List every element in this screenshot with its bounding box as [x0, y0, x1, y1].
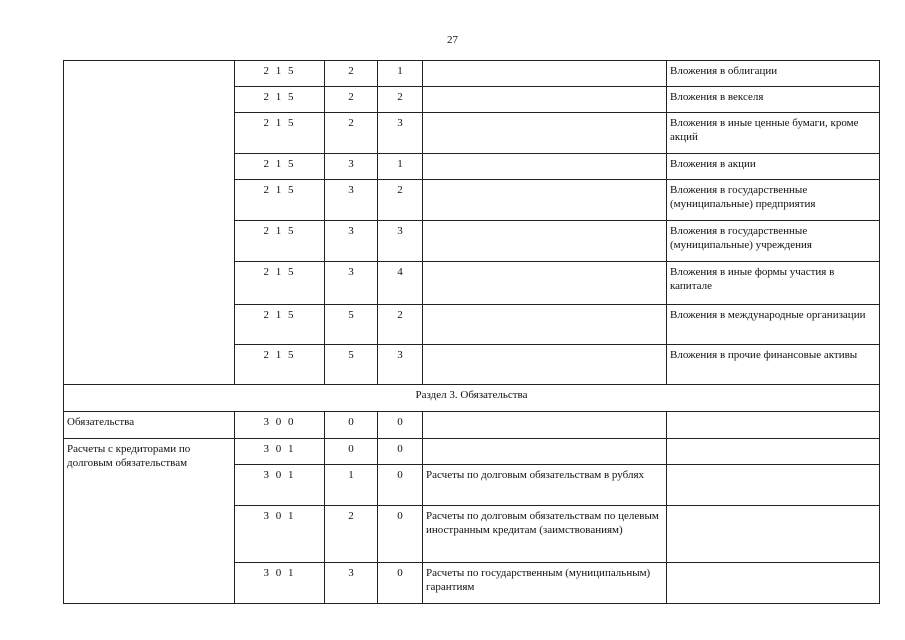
- code-cell: 2: [325, 87, 378, 113]
- code-cell: 3: [325, 221, 378, 262]
- account-table: [63, 60, 880, 604]
- code-cell: 3 0 1: [235, 506, 325, 563]
- code-cell: 2 1 5: [235, 180, 325, 221]
- description-cell: [423, 221, 667, 262]
- description-cell: Расчеты по государственным (муниципальным) гарантиям: [423, 563, 667, 604]
- code-cell: 3: [325, 262, 378, 305]
- code-cell: 0: [378, 506, 423, 563]
- empty-label-cell: [64, 61, 235, 385]
- code-cell: 4: [378, 262, 423, 305]
- code-cell: 1: [378, 61, 423, 87]
- description-cell: Расчеты по долговым обязательствам по целевым иностранным кредитам (заимствованиям): [423, 506, 667, 563]
- code-cell: 2: [378, 180, 423, 221]
- name-cell: Вложения в государственные (муниципальные) учреждения: [667, 221, 880, 262]
- name-cell: Вложения в облигации: [667, 61, 880, 87]
- code-cell: 3 0 1: [235, 439, 325, 465]
- description-cell: [423, 305, 667, 345]
- code-cell: 1: [325, 465, 378, 506]
- name-cell: Вложения в иные формы участия в капитале: [667, 262, 880, 305]
- description-cell: [423, 87, 667, 113]
- code-cell: 2 1 5: [235, 87, 325, 113]
- name-cell: Вложения в векселя: [667, 87, 880, 113]
- name-cell: Вложения в прочие финансовые активы: [667, 345, 880, 385]
- table-row: [64, 61, 880, 87]
- name-cell: [667, 563, 880, 604]
- name-cell: Вложения в иные ценные бумаги, кроме акций: [667, 113, 880, 154]
- name-cell: [667, 439, 880, 465]
- code-cell: 3: [378, 345, 423, 385]
- code-cell: 0: [378, 439, 423, 465]
- code-cell: 3: [325, 154, 378, 180]
- name-cell: Вложения в международные организации: [667, 305, 880, 345]
- code-cell: 0: [378, 465, 423, 506]
- code-cell: 2: [325, 113, 378, 154]
- name-cell: [667, 506, 880, 563]
- description-cell: [423, 262, 667, 305]
- code-cell: 3 0 0: [235, 412, 325, 439]
- code-cell: 2: [325, 61, 378, 87]
- description-cell: [423, 113, 667, 154]
- description-cell: [423, 439, 667, 465]
- code-cell: 2 1 5: [235, 61, 325, 87]
- description-cell: [423, 412, 667, 439]
- description-cell: [423, 180, 667, 221]
- code-cell: 3: [378, 113, 423, 154]
- row-label: Обязательства: [64, 412, 235, 439]
- section-title: Раздел 3. Обязательства: [64, 385, 880, 412]
- code-cell: 3: [325, 563, 378, 604]
- code-cell: 0: [378, 563, 423, 604]
- name-cell: [667, 465, 880, 506]
- code-cell: 3: [378, 221, 423, 262]
- code-cell: 2 1 5: [235, 113, 325, 154]
- table-row: [64, 412, 880, 439]
- section-row: [64, 385, 880, 412]
- table-row: [64, 439, 880, 465]
- code-cell: 5: [325, 345, 378, 385]
- code-cell: 2: [378, 87, 423, 113]
- code-cell: 0: [378, 412, 423, 439]
- code-cell: 2 1 5: [235, 305, 325, 345]
- name-cell: [667, 412, 880, 439]
- page-number: 27: [447, 34, 458, 46]
- row-label: Расчеты с кредиторами по долговым обязательствам: [64, 439, 235, 604]
- description-cell: [423, 61, 667, 87]
- name-cell: Вложения в акции: [667, 154, 880, 180]
- code-cell: 2 1 5: [235, 221, 325, 262]
- code-cell: 2: [325, 506, 378, 563]
- code-cell: 2: [378, 305, 423, 345]
- description-cell: [423, 154, 667, 180]
- description-cell: Расчеты по долговым обязательствам в рублях: [423, 465, 667, 506]
- code-cell: 0: [325, 412, 378, 439]
- code-cell: 3 0 1: [235, 465, 325, 506]
- code-cell: 3 0 1: [235, 563, 325, 604]
- code-cell: 5: [325, 305, 378, 345]
- code-cell: 3: [325, 180, 378, 221]
- description-cell: [423, 345, 667, 385]
- code-cell: 0: [325, 439, 378, 465]
- code-cell: 2 1 5: [235, 345, 325, 385]
- name-cell: Вложения в государственные (муниципальные) предприятия: [667, 180, 880, 221]
- code-cell: 2 1 5: [235, 262, 325, 305]
- code-cell: 2 1 5: [235, 154, 325, 180]
- code-cell: 1: [378, 154, 423, 180]
